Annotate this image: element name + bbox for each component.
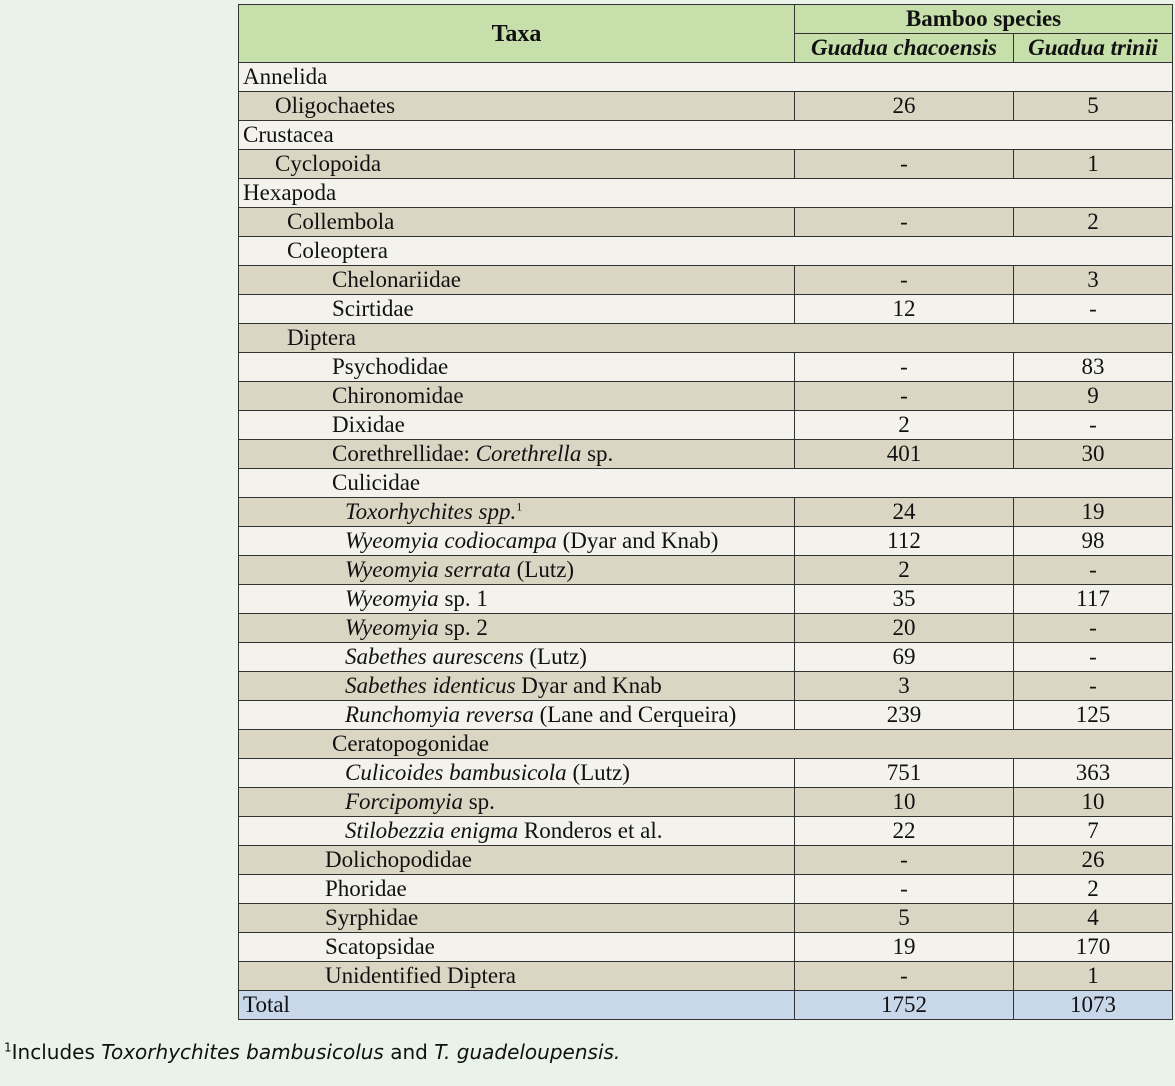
taxon-scientific-name: Forcipomyia [345,789,463,814]
taxon-name [239,237,1173,266]
taxon-authority: (Lutz) [523,644,587,669]
taxon-authority: (Lutz) [510,557,575,582]
count-guadua-trinii: 170 [1014,933,1173,962]
taxon-name [239,817,795,846]
taxon-name [239,411,795,440]
count-guadua-trinii: - [1014,556,1173,585]
count-guadua-chacoensis: 112 [795,527,1014,556]
count-guadua-trinii: 10 [1014,788,1173,817]
taxon-name [239,150,795,179]
taxon-name [239,63,1173,92]
footnote-text-mid: and [383,1040,435,1064]
taxon-name [239,92,795,121]
taxon-name [239,556,795,585]
taxon-label: Oligochaetes [275,93,396,118]
taxon-scientific-name: Wyeomyia codiocampa [345,528,557,553]
taxon-name [239,208,795,237]
count-guadua-trinii: 98 [1014,527,1173,556]
count-guadua-trinii: 83 [1014,353,1173,382]
count-guadua-chacoensis: - [795,266,1014,295]
taxon-label: Culicidae [332,470,421,495]
taxon-name [239,382,795,411]
table-row [239,701,1173,730]
taxon-authority: sp. 2 [438,615,488,640]
taxon-label: Phoridae [325,876,407,901]
count-guadua-trinii: 2 [1014,208,1173,237]
taxa-table [238,4,1173,1020]
count-guadua-chacoensis: 22 [795,817,1014,846]
group-row [239,324,1173,353]
count-guadua-chacoensis: 35 [795,585,1014,614]
taxon-authority: Ronderos et al. [518,818,663,843]
taxon-name [239,759,795,788]
table-row [239,788,1173,817]
bamboo-species-header: Bamboo species [795,5,1173,34]
count-guadua-chacoensis: - [795,846,1014,875]
count-guadua-chacoensis: - [795,208,1014,237]
count-guadua-chacoensis: 2 [795,556,1014,585]
species-a-header: Guadua chacoensis [795,34,1014,63]
total-species-a: 1752 [795,991,1014,1020]
taxon-label: Dolichopodidae [325,847,472,872]
taxon-name [239,904,795,933]
count-guadua-trinii: 26 [1014,846,1173,875]
taxon-name [239,643,795,672]
count-guadua-chacoensis: 20 [795,614,1014,643]
footnote-reference: 1 [516,499,523,514]
group-row [239,179,1173,208]
taxon-name [239,730,1173,759]
footnote-text-pre: Includes [11,1040,102,1064]
taxon-label: Chelonariidae [332,267,462,292]
taxon-name [239,672,795,701]
taxon-scientific-name: Toxorhychites spp. [345,499,517,524]
header-row [239,5,1173,34]
taxon-scientific-name: Wyeomyia [345,615,439,640]
count-guadua-chacoensis: 2 [795,411,1014,440]
count-guadua-trinii: 5 [1014,92,1173,121]
taxon-authority: (Dyar and Knab) [556,528,719,553]
taxon-name [239,933,795,962]
taxon-scientific-name: Culicoides bambusicola [345,760,567,785]
table-row [239,846,1173,875]
taxon-label: Syrphidae [325,905,419,930]
count-guadua-chacoensis: 10 [795,788,1014,817]
count-guadua-trinii: 4 [1014,904,1173,933]
footnote [4,1040,620,1064]
table-row [239,875,1173,904]
table-row [239,672,1173,701]
count-guadua-trinii: - [1014,643,1173,672]
table-row [239,643,1173,672]
count-guadua-chacoensis: 5 [795,904,1014,933]
table-row [239,208,1173,237]
taxon-name [239,324,1173,353]
taxon-scientific-name: Stilobezzia enigma [345,818,519,843]
table-row [239,933,1173,962]
table-row [239,382,1173,411]
count-guadua-chacoensis: 751 [795,759,1014,788]
count-guadua-trinii: 9 [1014,382,1173,411]
count-guadua-trinii: - [1014,614,1173,643]
taxon-label: Collembola [287,209,395,234]
taxon-scientific-name: Wyeomyia [345,586,439,611]
table-row [239,266,1173,295]
count-guadua-trinii: 30 [1014,440,1173,469]
table-row [239,614,1173,643]
taxon-authority: sp. [581,441,614,466]
count-guadua-trinii: 125 [1014,701,1173,730]
group-row [239,730,1173,759]
total-species-b: 1073 [1014,991,1173,1020]
count-guadua-trinii: 363 [1014,759,1173,788]
taxon-label: Hexapoda [243,180,337,205]
taxon-name [239,875,795,904]
count-guadua-trinii: - [1014,295,1173,324]
table-row [239,962,1173,991]
taxon-label: Annelida [243,64,328,89]
taxon-label: Ceratopogonidae [332,731,490,756]
taxon-name [239,701,795,730]
count-guadua-chacoensis: 3 [795,672,1014,701]
count-guadua-trinii: 1 [1014,962,1173,991]
total-row [239,991,1173,1020]
taxa-column-header: Taxa [239,5,795,63]
taxon-authority: sp. 1 [438,586,488,611]
taxon-label: Unidentified Diptera [325,963,516,988]
count-guadua-trinii: 19 [1014,498,1173,527]
count-guadua-chacoensis: 19 [795,933,1014,962]
table-body [239,63,1173,991]
table-row [239,92,1173,121]
table-row [239,904,1173,933]
group-row [239,63,1173,92]
taxon-label: Cyclopoida [275,151,382,176]
count-guadua-trinii: 2 [1014,875,1173,904]
taxon-authority: (Lane and Cerqueira) [533,702,737,727]
taxon-name [239,527,795,556]
count-guadua-trinii: - [1014,411,1173,440]
taxon-label-prefix: Corethrellidae: [332,441,476,466]
count-guadua-chacoensis: 69 [795,643,1014,672]
count-guadua-trinii: 3 [1014,266,1173,295]
taxon-label: Scatopsidae [325,934,435,959]
count-guadua-chacoensis: - [795,150,1014,179]
count-guadua-chacoensis: 24 [795,498,1014,527]
count-guadua-chacoensis: - [795,382,1014,411]
taxon-label: Coleoptera [287,238,388,263]
table-row [239,295,1173,324]
taxon-name [239,266,795,295]
group-row [239,237,1173,266]
taxon-name [239,295,795,324]
table-row [239,411,1173,440]
group-row [239,121,1173,150]
table-row [239,440,1173,469]
footnote-species-2: T. guadeloupensis. [434,1040,621,1064]
taxon-label: Chironomidae [332,383,464,408]
table-row [239,817,1173,846]
count-guadua-chacoensis: 239 [795,701,1014,730]
taxon-name [239,353,795,382]
taxon-name [239,121,1173,150]
taxon-label: Crustacea [243,122,334,147]
species-b-header: Guadua trinii [1014,34,1173,63]
taxon-scientific-name: Sabethes aurescens [345,644,524,669]
table-row [239,353,1173,382]
total-label: Total [239,991,795,1020]
taxon-scientific-name: Wyeomyia serrata [345,557,511,582]
table-row [239,498,1173,527]
taxon-name [239,469,1173,498]
taxon-name [239,498,795,527]
taxon-name [239,179,1173,208]
taxa-table-container [238,4,1172,1020]
count-guadua-trinii: - [1014,672,1173,701]
taxon-name [239,614,795,643]
table-row [239,759,1173,788]
count-guadua-chacoensis: 26 [795,92,1014,121]
taxon-label: Scirtidae [332,296,414,321]
count-guadua-trinii: 1 [1014,150,1173,179]
taxon-label: Psychodidae [332,354,449,379]
taxon-authority: Dyar and Knab [515,673,662,698]
count-guadua-trinii: 117 [1014,585,1173,614]
count-guadua-chacoensis: 12 [795,295,1014,324]
taxon-authority: (Lutz) [566,760,630,785]
table-row [239,556,1173,585]
taxon-scientific-name: Corethrella [475,441,582,466]
count-guadua-trinii: 7 [1014,817,1173,846]
count-guadua-chacoensis: - [795,962,1014,991]
count-guadua-chacoensis: 401 [795,440,1014,469]
count-guadua-chacoensis: - [795,353,1014,382]
taxon-authority: sp. [462,789,495,814]
count-guadua-chacoensis: - [795,875,1014,904]
footnote-species-1: Toxorhychites bambusicolus [101,1040,384,1064]
footnote-mark: 1 [4,1040,12,1055]
taxon-name [239,962,795,991]
taxon-label: Dixidae [332,412,405,437]
taxon-scientific-name: Runchomyia reversa [345,702,534,727]
taxon-label: Diptera [287,325,356,350]
taxon-name [239,846,795,875]
table-row [239,585,1173,614]
table-row [239,527,1173,556]
taxon-name [239,440,795,469]
table-row [239,150,1173,179]
taxon-name [239,788,795,817]
group-row [239,469,1173,498]
taxon-name [239,585,795,614]
taxon-scientific-name: Sabethes identicus [345,673,516,698]
